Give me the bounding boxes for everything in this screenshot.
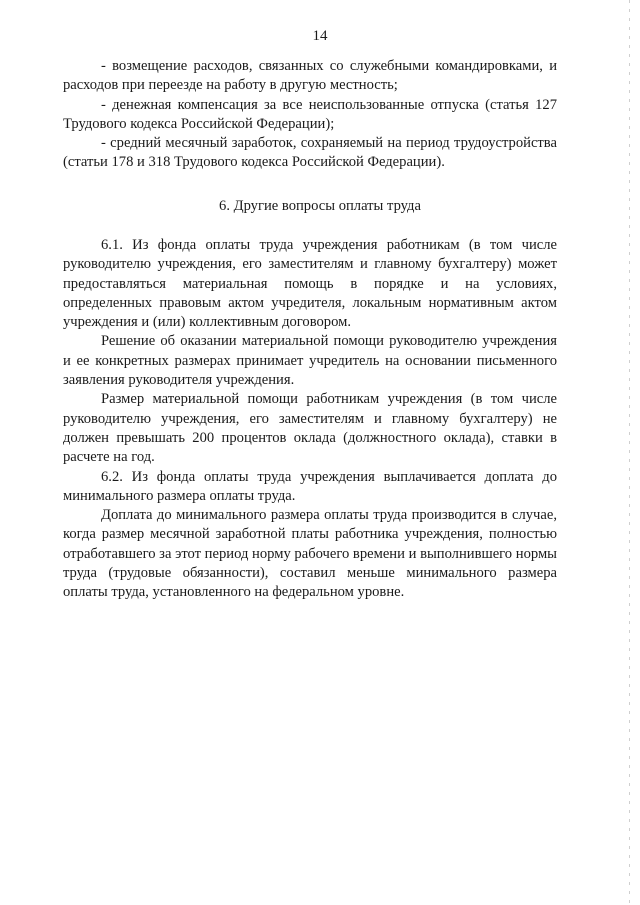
- list-item: - средний месячный заработок, сохраняемый на период трудоустройства (статьи 178 и 318 Трудового кодекса Российской Федерации).: [63, 135, 557, 171]
- scan-edge-line: [629, 0, 630, 905]
- section-heading: 6. Другие вопросы оплаты труда: [219, 198, 421, 214]
- paragraph: Доплата до минимального размера оплаты труда производится в случае, когда размер месячной заработной платы работника учреждения, полностью отработавшего за этот период норму рабочего времени и выполнившего нормы труда (трудовые обязанности), составил меньше минимального размера оплаты труда, установленного на федеральном уровне.: [63, 507, 557, 601]
- list-item: - денежная компенсация за все неиспользованные отпуска (статья 127 Трудового кодекса Российской Федерации);: [63, 96, 557, 132]
- paragraph: 6.1. Из фонда оплаты труда учреждения работникам (в том числе руководителю учреждения, его заместителям и главному бухгалтеру) может предоставляться материальная помощь в порядке и на условиях, определенных правовым актом учредителя, локальным нормативным актом учреждения и (или) коллективным договором.: [63, 237, 557, 331]
- paragraph: Решение об оказании материальной помощи руководителю учреждения и ее конкретных размерах принимает учредитель на основании письменного заявления руководителя учреждения.: [63, 333, 557, 389]
- compensation-list: [63, 57, 557, 173]
- list-item: - возмещение расходов, связанных со служебными командировками, и расходов при переезде на работу в другую местность;: [63, 58, 557, 94]
- page-number: 14: [312, 28, 328, 44]
- section-body: [63, 236, 557, 603]
- paragraph: Размер материальной помощи работникам учреждения (в том числе руководителю учреждения, его заместителям и главному бухгалтеру) не должен превышать 200 процентов оклада (должностного оклада), ставки в расчете на год.: [63, 391, 557, 466]
- paragraph: 6.2. Из фонда оплаты труда учреждения выплачивается доплата до минимального размера оплаты труда.: [63, 468, 557, 504]
